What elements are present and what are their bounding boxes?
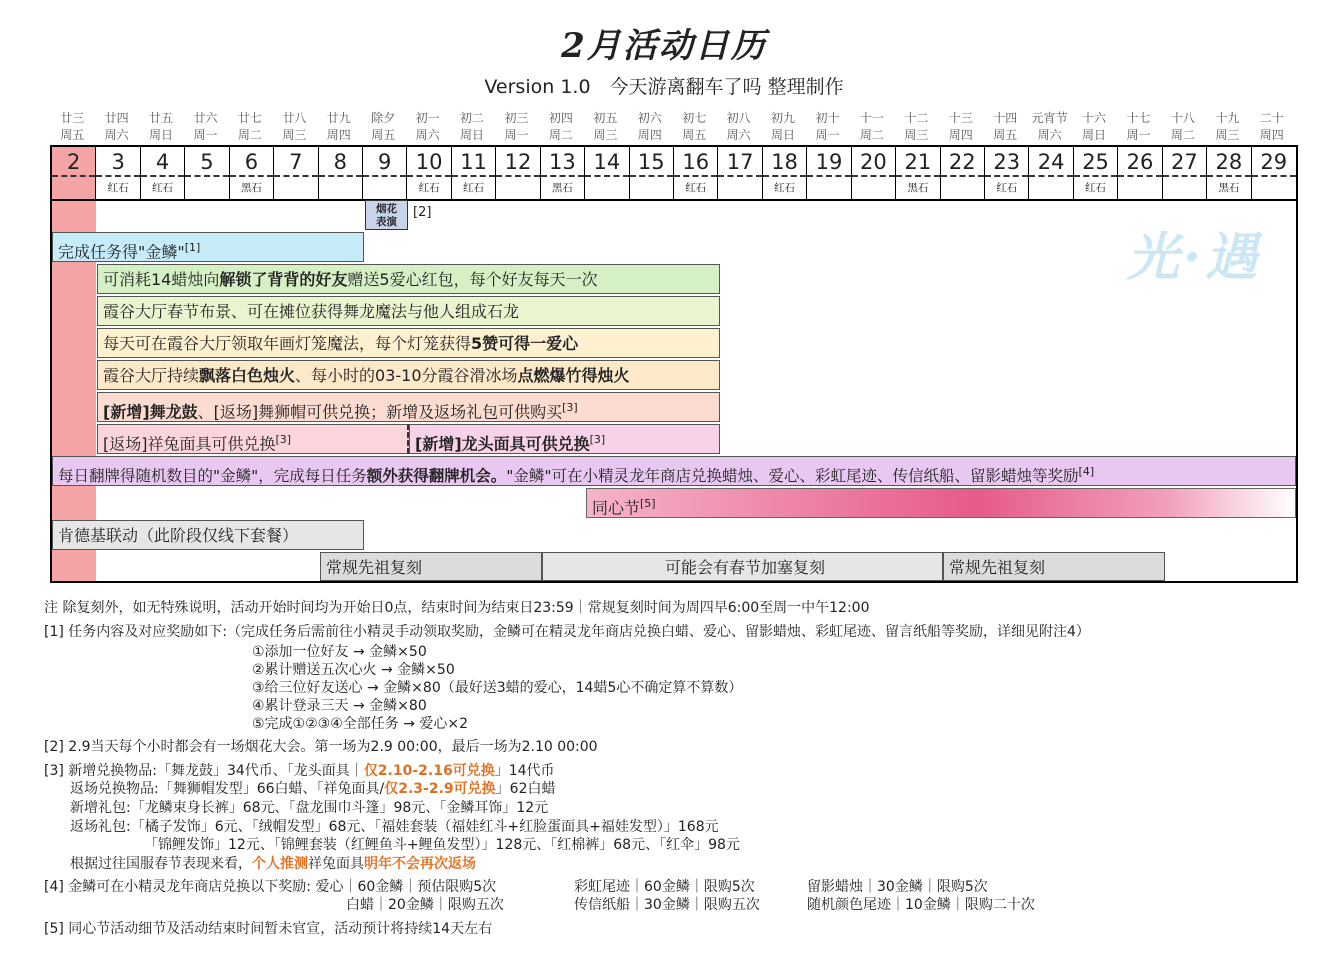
weekday-cell: 周二 <box>859 128 884 142</box>
day-number: 25 <box>1082 150 1109 174</box>
note-3-line-a <box>44 760 555 780</box>
dashed-divider <box>363 175 406 177</box>
day-number: 29 <box>1260 150 1288 174</box>
note-4-head: [4] 金鳞可在小精灵龙年商店兑换以下奖励: 爱心｜60金鳞｜预估限购5次 <box>44 879 497 895</box>
day-number: 22 <box>948 150 976 174</box>
lantern-magic-bar <box>97 328 720 358</box>
jinlin-task-bar <box>52 232 364 262</box>
note-text: 」62白蜡 <box>495 781 556 797</box>
bar-text-bold: 解锁了背背的好友 <box>219 270 348 289</box>
rerun-bar-2 <box>542 552 943 581</box>
weekday-cell: 周三 <box>904 128 929 142</box>
dashed-divider <box>807 175 850 177</box>
jinlin-task-label: 完成任务得"金鳞" <box>58 242 185 262</box>
note-1-item: ⑤完成①②③④全部任务 → 爱心×2 <box>252 716 469 732</box>
lunar-date-cell: 十八 <box>1170 111 1195 125</box>
weekday-cell: 周五 <box>60 128 85 142</box>
weekday-cell: 周四 <box>1259 128 1284 142</box>
daily-flip-bar <box>52 456 1296 486</box>
header-divider <box>52 199 1296 201</box>
note-ref: [3] <box>562 401 578 414</box>
bar-text: 每天可在霞谷大厅领取年画灯笼魔法，每个灯笼获得 <box>103 334 472 353</box>
note-3-line-e: 「锦鲤发饰」12元、「锦鲤套装（红鲤鱼斗+鲤鱼发型）」128元、「红棉裤」68元、「红伞」98元 <box>144 837 740 853</box>
tongxin-festival-bar <box>586 488 1296 518</box>
note-3-line-f <box>70 853 476 873</box>
day-cell <box>896 147 940 199</box>
lunar-date-cell: 十三 <box>948 111 973 125</box>
day-number: 10 <box>415 150 443 174</box>
dashed-divider <box>230 175 273 177</box>
day-cell <box>807 147 851 199</box>
day-number: 16 <box>682 150 710 174</box>
dashed-divider <box>941 175 984 177</box>
bar-text: 肯德基联动（此阶段仅线下套餐） <box>58 526 299 545</box>
note-5: [5] 同心节活动细节及活动结束时间暂未官宣，活动预计将持续14天左右 <box>44 921 493 937</box>
lunar-date-cell: 初九 <box>771 111 796 125</box>
day-number: 20 <box>860 150 887 174</box>
dashed-divider <box>1118 175 1161 177</box>
note-highlight: 明年不会再次返场 <box>364 856 476 872</box>
day-cell <box>363 147 407 199</box>
note-ref: [4] <box>1078 465 1095 478</box>
bar-text: 可能会有春节加塞复刻 <box>664 558 825 577</box>
day-cell <box>674 147 718 199</box>
weekday-cell: 周二 <box>1170 128 1195 142</box>
day-number: 17 <box>726 150 754 174</box>
lunar-date-cell: 十一 <box>859 111 884 125</box>
bar-text: 常规先祖复刻 <box>949 558 1046 577</box>
day-cell <box>985 147 1029 199</box>
day-number: 23 <box>993 150 1021 174</box>
note-text: 祥兔面具 <box>308 856 364 872</box>
lunar-date-cell: 十二 <box>904 111 929 125</box>
stone-label: 红石 <box>996 182 1018 194</box>
lunar-date-cell: 廿六 <box>193 111 218 125</box>
calendar-grid <box>50 145 1298 583</box>
weekday-cell: 周一 <box>193 128 218 142</box>
day-cell <box>630 147 674 199</box>
note-1-item: ①添加一位好友 → 金鳞×50 <box>252 644 427 660</box>
day-cell <box>452 147 496 199</box>
lunar-date-cell: 除夕 <box>371 111 396 125</box>
lunar-date-cell: 十九 <box>1215 111 1240 125</box>
bar-text: 霞谷大厅春节布景、可在摊位获得舞龙魔法与他人组成石龙 <box>103 302 520 321</box>
note-4-item: 随机颜色尾迹｜10金鳞｜限购二十次 <box>807 897 1035 913</box>
friend-red-packet-bar <box>97 264 720 294</box>
day-number: 27 <box>1171 150 1198 174</box>
lunar-date-cell: 初十 <box>815 111 840 125</box>
dashed-divider <box>985 175 1028 177</box>
note-3-line-b <box>70 778 556 798</box>
day-number: 9 <box>378 150 392 174</box>
dashed-divider <box>541 175 584 177</box>
weekday-cell: 周四 <box>637 128 662 142</box>
stone-label: 红石 <box>107 182 129 194</box>
fireworks-note-ref: [2] <box>413 205 432 220</box>
dashed-divider <box>630 175 673 177</box>
day-cell <box>1207 147 1251 199</box>
lunar-date-cell: 廿三 <box>60 111 85 125</box>
day-cell <box>96 147 140 199</box>
bar-text: "金鳞"可在小精灵龙年商店兑换蜡烛、爱心、彩虹尾迹、传信纸船、留影蜡烛等奖励 <box>506 467 1079 486</box>
note-general: 注 除复刻外，如无特殊说明，活动开始时间均为开始日0点，结束时间为结束日23:59｜常规复刻时间为周四早6:00至周一中午12:00 <box>44 600 870 616</box>
day-cell <box>274 147 318 199</box>
day-number: 15 <box>637 150 665 174</box>
note-highlight: 仅2.3-2.9可兑换 <box>384 781 496 797</box>
weekday-cell: 周六 <box>104 128 129 142</box>
note-ref: [1] <box>184 241 201 254</box>
lunar-date-row <box>50 109 1298 125</box>
weekday-cell: 周四 <box>326 128 351 142</box>
day-cell <box>1029 147 1073 199</box>
rerun-bar-3 <box>943 552 1165 581</box>
dashed-divider <box>1074 175 1117 177</box>
day-number: 19 <box>815 150 843 174</box>
day-number: 4 <box>155 150 170 174</box>
day-cell <box>541 147 585 199</box>
dashed-divider <box>1163 175 1206 177</box>
stone-label: 红石 <box>152 182 174 194</box>
bar-text: 同心节 <box>592 498 641 518</box>
note-4-item: 留影蜡烛｜30金鳞｜限购5次 <box>807 879 988 895</box>
bar-text: 霞谷大厅持续 <box>103 366 200 385</box>
dashed-divider <box>452 175 495 177</box>
day-cell <box>407 147 451 199</box>
stone-label: 黑石 <box>1218 182 1240 194</box>
weekday-cell: 周日 <box>1082 128 1107 142</box>
lunar-date-cell: 初八 <box>726 111 751 125</box>
lunar-date-cell: 廿九 <box>326 111 351 125</box>
weekday-cell: 周日 <box>149 128 174 142</box>
day-2-highlight-column <box>52 147 96 581</box>
dragon-dance-bar <box>97 296 720 326</box>
note-3-line-d: 返场礼包:「橘子发饰」6元、「绒帽发型」68元、「福娃套装（福娃红斗+红脸蛋面具+福娃发型）」168元 <box>70 819 719 835</box>
lunar-date-cell: 初六 <box>637 111 662 125</box>
dragon-mask-bar <box>409 424 720 454</box>
dashed-divider <box>1029 175 1072 177</box>
weekday-cell: 周五 <box>993 128 1018 142</box>
stone-label: 红石 <box>418 182 440 194</box>
weekday-cell: 周二 <box>237 128 262 142</box>
lunar-date-cell: 廿四 <box>104 111 129 125</box>
stone-label: 黑石 <box>240 182 262 194</box>
day-number: 11 <box>460 150 487 174</box>
stone-label: 红石 <box>685 182 707 194</box>
weekday-cell: 周五 <box>371 128 396 142</box>
dashed-divider <box>96 175 139 177</box>
note-ref: [3] <box>589 433 606 446</box>
stone-label: 黑石 <box>907 182 929 194</box>
dashed-divider <box>896 175 939 177</box>
weekday-cell: 周三 <box>282 128 307 142</box>
note-highlight: 仅2.10-2.16可兑换 <box>363 763 495 779</box>
note-3-line-c: 新增礼包:「龙鳞束身长裤」68元、「盘龙围巾斗篷」98元、「金鳞耳饰」12元 <box>70 800 549 816</box>
weekday-cell: 周四 <box>948 128 973 142</box>
bar-text: 赠送5爱心红包，每个好友每天一次 <box>347 270 598 289</box>
day-cell <box>185 147 229 199</box>
dashed-divider <box>852 175 895 177</box>
lunar-date-cell: 初二 <box>460 111 485 125</box>
bar-text-bold: 额外获得翻牌机会。 <box>366 467 507 486</box>
bar-text: 可消耗14蜡烛向 <box>103 270 220 289</box>
lunar-date-cell: 十四 <box>993 111 1018 125</box>
weekday-cell: 周日 <box>771 128 796 142</box>
day-cell <box>763 147 807 199</box>
dashed-divider <box>763 175 806 177</box>
dashed-divider <box>185 175 228 177</box>
weekday-cell: 周一 <box>504 128 529 142</box>
day-cell <box>941 147 985 199</box>
day-number: 14 <box>593 150 621 174</box>
dashed-divider <box>274 175 317 177</box>
stone-label: 红石 <box>1085 182 1107 194</box>
weekday-cell: 周日 <box>460 128 485 142</box>
weekday-cell: 周一 <box>1126 128 1151 142</box>
weekday-cell: 周二 <box>548 128 573 142</box>
lunar-date-cell: 十七 <box>1126 111 1151 125</box>
dashed-divider <box>674 175 717 177</box>
page-title: 2月活动日历 <box>561 26 767 66</box>
dashed-divider <box>52 175 95 177</box>
day-number: 7 <box>289 150 303 174</box>
lunar-date-cell: 二十 <box>1259 111 1284 125</box>
day-cell <box>718 147 762 199</box>
lunar-date-cell: 十六 <box>1082 111 1107 125</box>
lunar-date-cell: 初七 <box>682 111 707 125</box>
kfc-collab-bar <box>52 520 364 550</box>
day-cell <box>1118 147 1162 199</box>
day-number: 26 <box>1126 150 1154 174</box>
day-number: 18 <box>771 150 798 174</box>
bar-text-bold: 5赞可得一爱心 <box>471 334 579 353</box>
weekday-cell: 周五 <box>682 128 707 142</box>
sky-logo-watermark: 光·遇 <box>1127 227 1262 288</box>
weekday-row <box>50 126 1298 142</box>
day-number: 24 <box>1037 150 1065 174</box>
note-text: 返场兑换物品:「舞狮帽发型」66白蜡、「祥兔面具/ <box>70 781 385 797</box>
bar-text-bold: [新增]龙头面具可供兑换 <box>415 434 590 454</box>
bar-text: 、[返场]舞狮帽可供兑换；新增及返场礼包可供购买 <box>197 402 563 422</box>
fireworks-event-box: 烟花表演 <box>365 200 408 230</box>
stone-label: 黑石 <box>551 182 573 194</box>
bar-text: 常规先祖复刻 <box>326 558 423 577</box>
day-number: 8 <box>333 150 347 174</box>
day-number: 6 <box>244 150 259 174</box>
note-text: [3] 新增兑换物品:「舞龙鼓」34代币、「龙头面具｜ <box>44 763 364 779</box>
lunar-date-cell: 廿七 <box>237 111 262 125</box>
bar-text-bold: 点燃爆竹得烛火 <box>517 366 630 385</box>
dashed-divider <box>1207 175 1250 177</box>
lunar-date-cell: 廿五 <box>149 111 174 125</box>
rerun-bar-1 <box>320 552 542 581</box>
day-cell <box>852 147 896 199</box>
day-cell <box>319 147 363 199</box>
day-number: 28 <box>1215 150 1243 174</box>
weekday-cell: 周三 <box>1215 128 1240 142</box>
day-number: 12 <box>504 150 532 174</box>
bar-text-bold: [新增]舞龙鼓 <box>103 402 198 422</box>
day-number: 2 <box>67 150 81 174</box>
note-ref: [3] <box>275 433 292 446</box>
day-cell <box>141 147 185 199</box>
lunar-date-cell: 初一 <box>415 111 440 125</box>
note-4-item: 传信纸船｜30金鳞｜限购五次 <box>574 897 760 913</box>
day-cell <box>1074 147 1118 199</box>
page-subtitle: Version 1.0 今天游离翻车了吗 整理制作 <box>484 76 844 98</box>
dashed-divider <box>407 175 450 177</box>
day-cell <box>496 147 540 199</box>
weekday-cell: 周六 <box>1037 128 1062 142</box>
weekday-cell: 周三 <box>593 128 618 142</box>
rabbit-mask-bar <box>97 424 409 454</box>
stone-label: 红石 <box>463 182 485 194</box>
dashed-divider <box>319 175 362 177</box>
day-cell <box>1252 147 1296 199</box>
note-4-item: 彩虹尾迹｜60金鳞｜限购5次 <box>574 879 755 895</box>
day-cell <box>585 147 629 199</box>
bar-text: 每日翻牌得随机数目的"金鳞"，完成每日任务 <box>58 467 367 486</box>
firecracker-bar <box>97 360 720 390</box>
note-1: [1] 任务内容及对应奖励如下:（完成任务后需前往小精灵手动领取奖励，金鳞可在精灵龙年商店兑换白蜡、爱心、留影蜡烛、彩虹尾迹、留言纸船等奖励，详细见附注4） <box>44 624 1090 640</box>
dragon-drum-bar <box>97 392 720 422</box>
dashed-divider <box>1252 175 1296 177</box>
weekday-cell: 周六 <box>726 128 751 142</box>
note-4-item: 白蜡｜20金鳞｜限购五次 <box>346 897 504 913</box>
lunar-date-cell: 初四 <box>548 111 573 125</box>
lunar-date-cell: 廿八 <box>282 111 307 125</box>
day-number: 13 <box>549 150 576 174</box>
note-1-item: ③给三位好友送心 → 金鳞×80（最好送3蜡的爱心，14蜡5心不确定算不算数） <box>252 680 743 696</box>
note-ref: [5] <box>640 497 656 510</box>
day-cell <box>1163 147 1207 199</box>
note-2: [2] 2.9当天每个小时都会有一场烟花大会。第一场为2.9 00:00，最后一场为2.10 00:00 <box>44 739 598 755</box>
lunar-date-cell: 元宵节 <box>1031 111 1068 125</box>
note-text: 」14代币 <box>494 763 555 779</box>
bar-text: [返场]祥兔面具可供兑换 <box>103 434 276 454</box>
dashed-divider <box>496 175 539 177</box>
day-number: 5 <box>200 150 214 174</box>
note-highlight: 个人推测 <box>252 856 308 872</box>
day-cell <box>230 147 274 199</box>
dashed-divider <box>141 175 184 177</box>
bar-text: 、每小时的03-10分霞谷滑冰场 <box>295 366 518 385</box>
stone-label: 红石 <box>774 182 796 194</box>
bar-text-bold: 飘落白色烛火 <box>199 366 296 385</box>
day-cell <box>52 147 96 199</box>
dashed-divider <box>585 175 628 177</box>
lunar-date-cell: 初五 <box>593 111 618 125</box>
lunar-date-cell: 初三 <box>504 111 529 125</box>
day-number: 21 <box>904 150 932 174</box>
note-1-item: ④累计登录三天 → 金鳞×80 <box>252 698 427 714</box>
day-number: 3 <box>111 150 125 174</box>
dashed-divider <box>718 175 761 177</box>
weekday-cell: 周一 <box>815 128 840 142</box>
note-1-item: ②累计赠送五次心火 → 金鳞×50 <box>252 662 455 678</box>
note-text: 根据过往国服春节表现来看， <box>70 856 252 872</box>
weekday-cell: 周六 <box>415 128 440 142</box>
